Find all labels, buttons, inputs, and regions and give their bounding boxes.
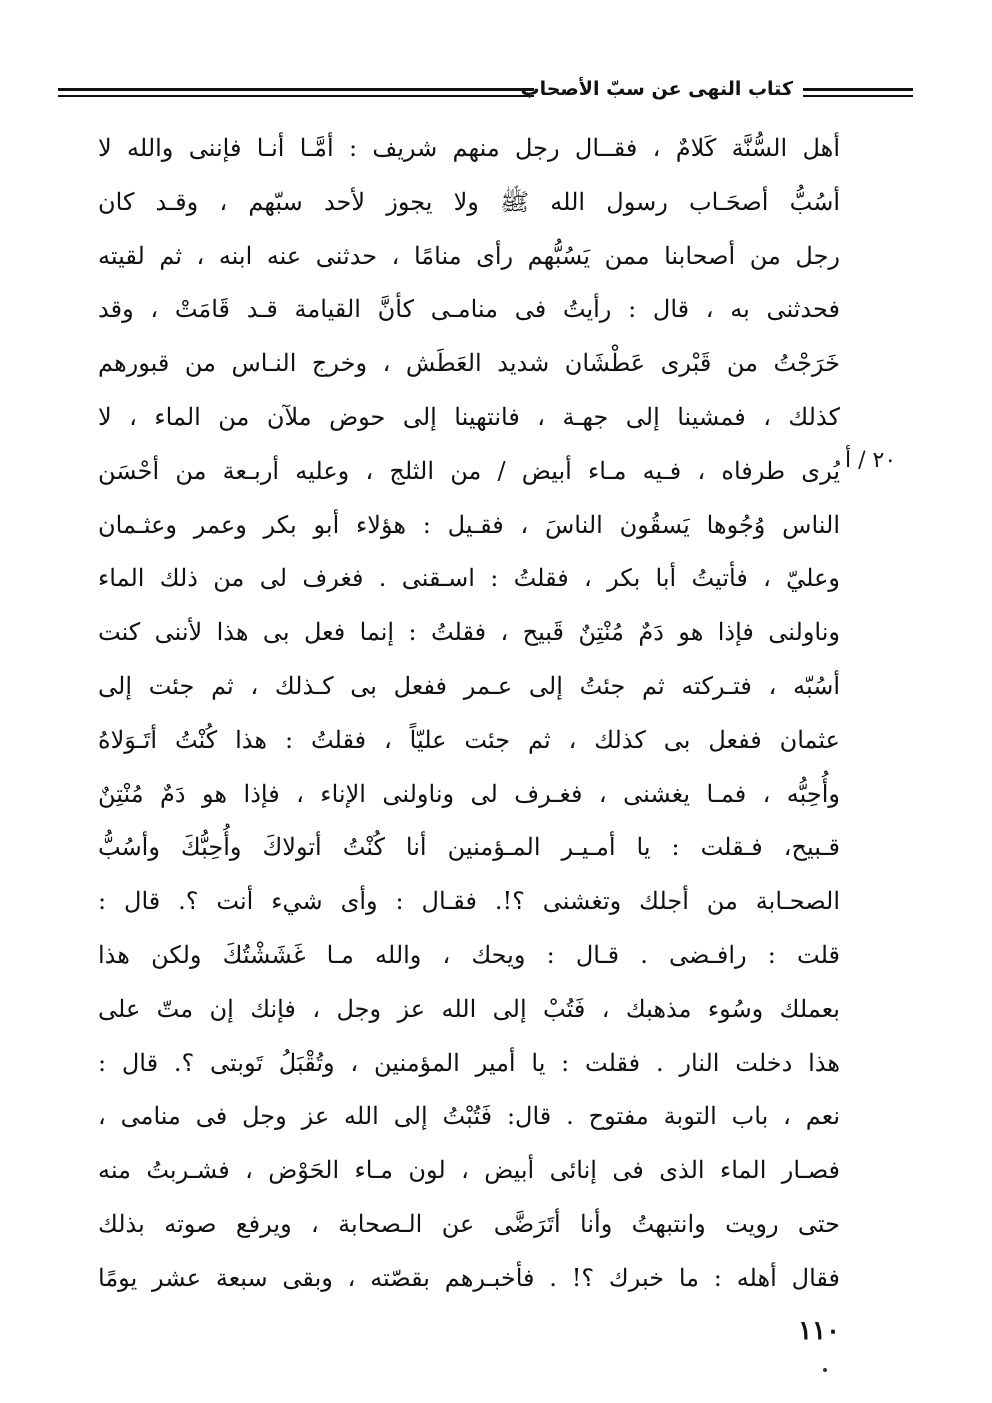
text-line: عثمان ففعل بى كذلك ، ثم جئت عليّاً ، فقلتُ : هذا كُنْتُ أتَـوَلاهُ [98, 725, 840, 754]
text-line: قـبيح، فـقلت : يا أمـيـر المـؤمنين أنا كُنْتُ أتولاكَ وأُحِبُّكَ وأسُبُّ [98, 833, 840, 862]
header-rule-left [58, 88, 534, 97]
running-header [58, 78, 913, 108]
header-rule-right [803, 88, 913, 97]
text-line: الناس وُجُوها يَسقُون الناسَ ، فقـيل : هؤلاء أبو بكر وعمر وعثـمان [98, 510, 840, 539]
text-line: رجل من أصحابنا ممن يَسُبُّهم رأى منامًا ، حدثنى عنه ابنه ، ثم لقيته [98, 241, 840, 270]
text-line: أسُبُّ أصحَـاب رسول الله ﷺ ولا يجوز لأحد سبّهم ، وقـد كان [98, 187, 840, 216]
text-line: أسُبّه ، فتـركته ثم جئتُ إلى عـمر ففعل بى كـذلك ، ثم جئت إلى [98, 671, 840, 700]
text-line: يُرى طرفاه ، فـيه مـاء أبيض / من الثلج ، وعليه أربـعة من أحْسَن [98, 456, 840, 485]
text-line: كذلك ، فمشينا إلى جهـة ، فانتهينا إلى حوض ملآن من الماء ، لا [98, 402, 840, 431]
header-title: كتاب النهى عن سبّ الأصحاب [520, 78, 793, 100]
text-line: الصحـابة من أجلك وتغشنى ؟!. فقـال : وأى شيء أنت ؟. قال : [98, 887, 840, 916]
text-line: فصـار الماء الذى فى إنائى أبيض ، لون مـاء الحَوْض ، فشـربتُ منه [98, 1156, 840, 1185]
text-line: فقال أهله : ما خبرك ؟! . فأخبـرهم بقصّته ، وبقى سبعة عشر يومًا [98, 1263, 840, 1292]
text-line: فحدثنى به ، قال : رأيتُ فى منامـى كأنَّ القيامة قـد قَامَتْ ، وقد [98, 295, 840, 324]
text-line: نعم ، باب التوبة مفتوح . قال: فَتُبْتُ إلى الله عز وجل فى منامى ، [98, 1102, 840, 1131]
text-line: وناولنى فإذا هو دَمٌ مُنْتِنٌ قَبيح ، فقلتُ : إنما فعل بى هذا لأننى كنت [98, 618, 840, 647]
page-number: ١١٠ [798, 1316, 840, 1346]
page-speck [823, 1368, 827, 1372]
text-line: قلت : رافـضى . قـال : ويحك ، والله مـا غَشَشْتُكَ ولكن هذا [98, 940, 840, 969]
text-line: وعليّ ، فأتيتُ أبا بكر ، فقلتُ : اسـقنى . فغرف لى من ذلك الماء [98, 564, 840, 593]
text-line: وأُحِبُّه ، فمـا يغشنى ، فغـرف لى وناولنى الإناء ، فإذا هو دَمٌ مُنْتِنٌ [98, 779, 840, 808]
text-line: أهل السُّنَّة كَلامٌ ، فقــال رجل منهم شريف : أمَّـا أنـا فإننى والله لا [98, 134, 840, 162]
text-line: خَرَجْتُ من قَبْرى عَطْشَان شديد العَطَش ، وخرج النـاس من قبورهم [98, 349, 840, 378]
text-line: هذا دخلت النار . فقلت : يا أمير المؤمنين ، وتُقْبَلُ تَوبتى ؟. قال : [98, 1048, 840, 1077]
text-line: بعملك وسُوء مذهبك ، فَتُبْ إلى الله عز وجل ، فإنك إن متّ على [98, 994, 840, 1023]
text-line: حتى رويت وانتبهتُ وأنا أتَرَضَّى عن الـصحابة ، ويرفع صوته بذلك [98, 1209, 840, 1238]
manuscript-folio-reference: ٢٠ / أ [845, 448, 897, 473]
page-body-text [98, 122, 840, 1306]
